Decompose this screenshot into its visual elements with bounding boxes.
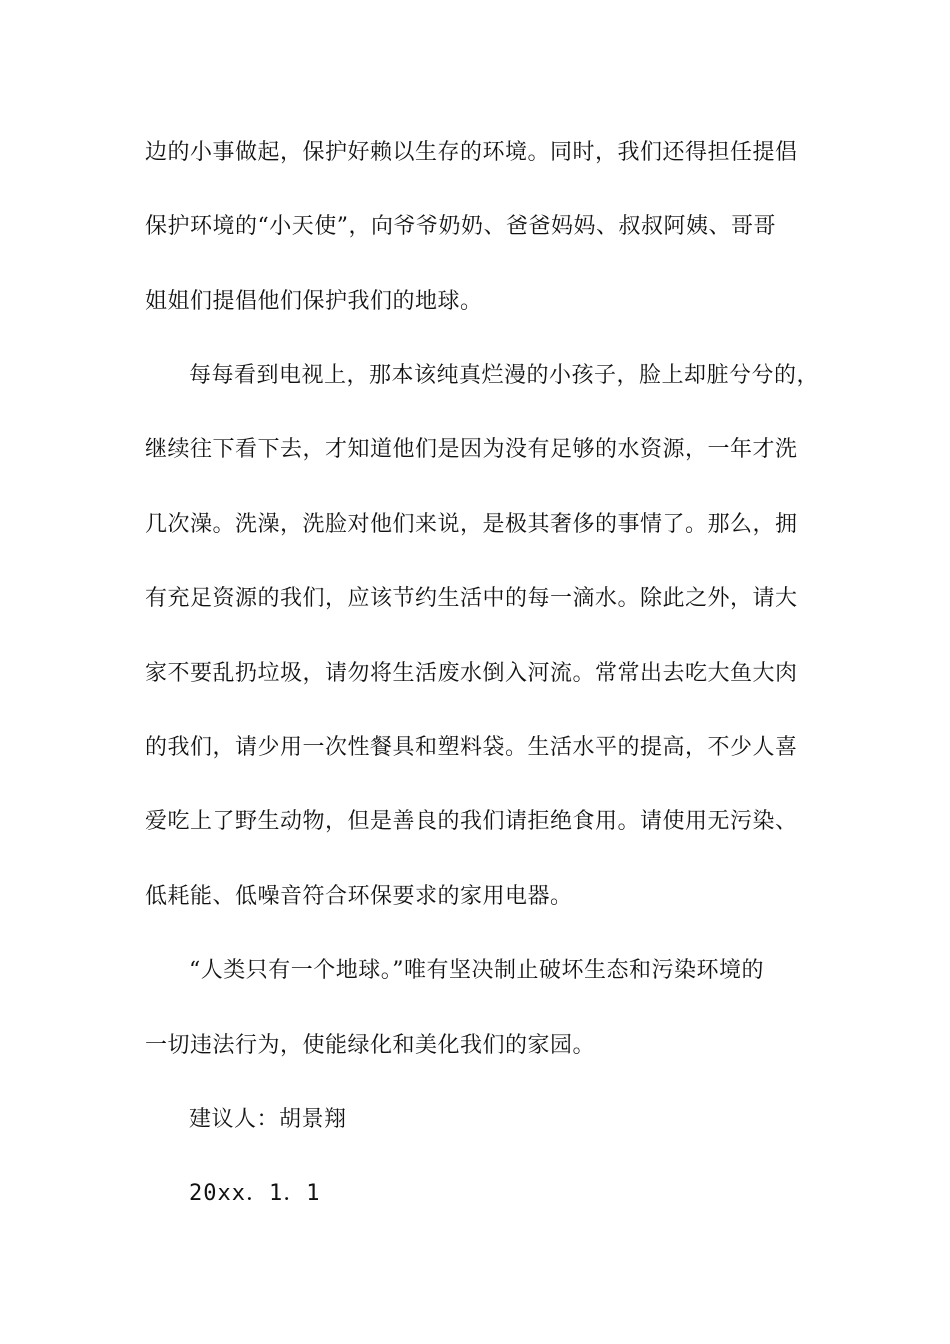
signature-line: 建议人：胡景翔: [189, 1107, 347, 1132]
paragraph-line: “人类只有一个地球。”唯有坚决制止破坏生态和污染环境的: [189, 958, 764, 983]
paragraph-line: 的我们，请少用一次性餐具和塑料袋。生活水平的提高，不少人喜: [145, 735, 798, 760]
paragraph-line: 继续往下看下去，才知道他们是因为没有足够的水资源，一年才洗: [145, 437, 798, 462]
paragraph-line: 低耗能、低噪音符合环保要求的家用电器。: [145, 884, 573, 909]
paragraph-line: 保护环境的“小天使”，向爷爷奶奶、爸爸妈妈、叔叔阿姨、哥哥: [145, 214, 776, 239]
paragraph-line: 每每看到电视上，那本该纯真烂漫的小孩子，脸上却脏兮兮的，: [189, 363, 820, 388]
paragraph-line: 一切违法行为，使能绿化和美化我们的家园。: [145, 1033, 596, 1058]
paragraph-line: 爱吃上了野生动物，但是善良的我们请拒绝食用。请使用无污染、: [145, 809, 798, 834]
paragraph-line: 边的小事做起，保护好赖以生存的环境。同时，我们还得担任提倡: [145, 140, 798, 165]
paragraph-line: 有充足资源的我们，应该节约生活中的每一滴水。除此之外，请大: [145, 586, 798, 611]
date-line: 20xx．1．1: [189, 1181, 321, 1206]
paragraph-line: 姐姐们提倡他们保护我们的地球。: [145, 289, 483, 314]
paragraph-line: 家不要乱扔垃圾，请勿将生活废水倒入河流。常常出去吃大鱼大肉: [145, 661, 798, 686]
paragraph-line: 几次澡。洗澡，洗脸对他们来说，是极其奢侈的事情了。那么，拥: [145, 512, 798, 537]
